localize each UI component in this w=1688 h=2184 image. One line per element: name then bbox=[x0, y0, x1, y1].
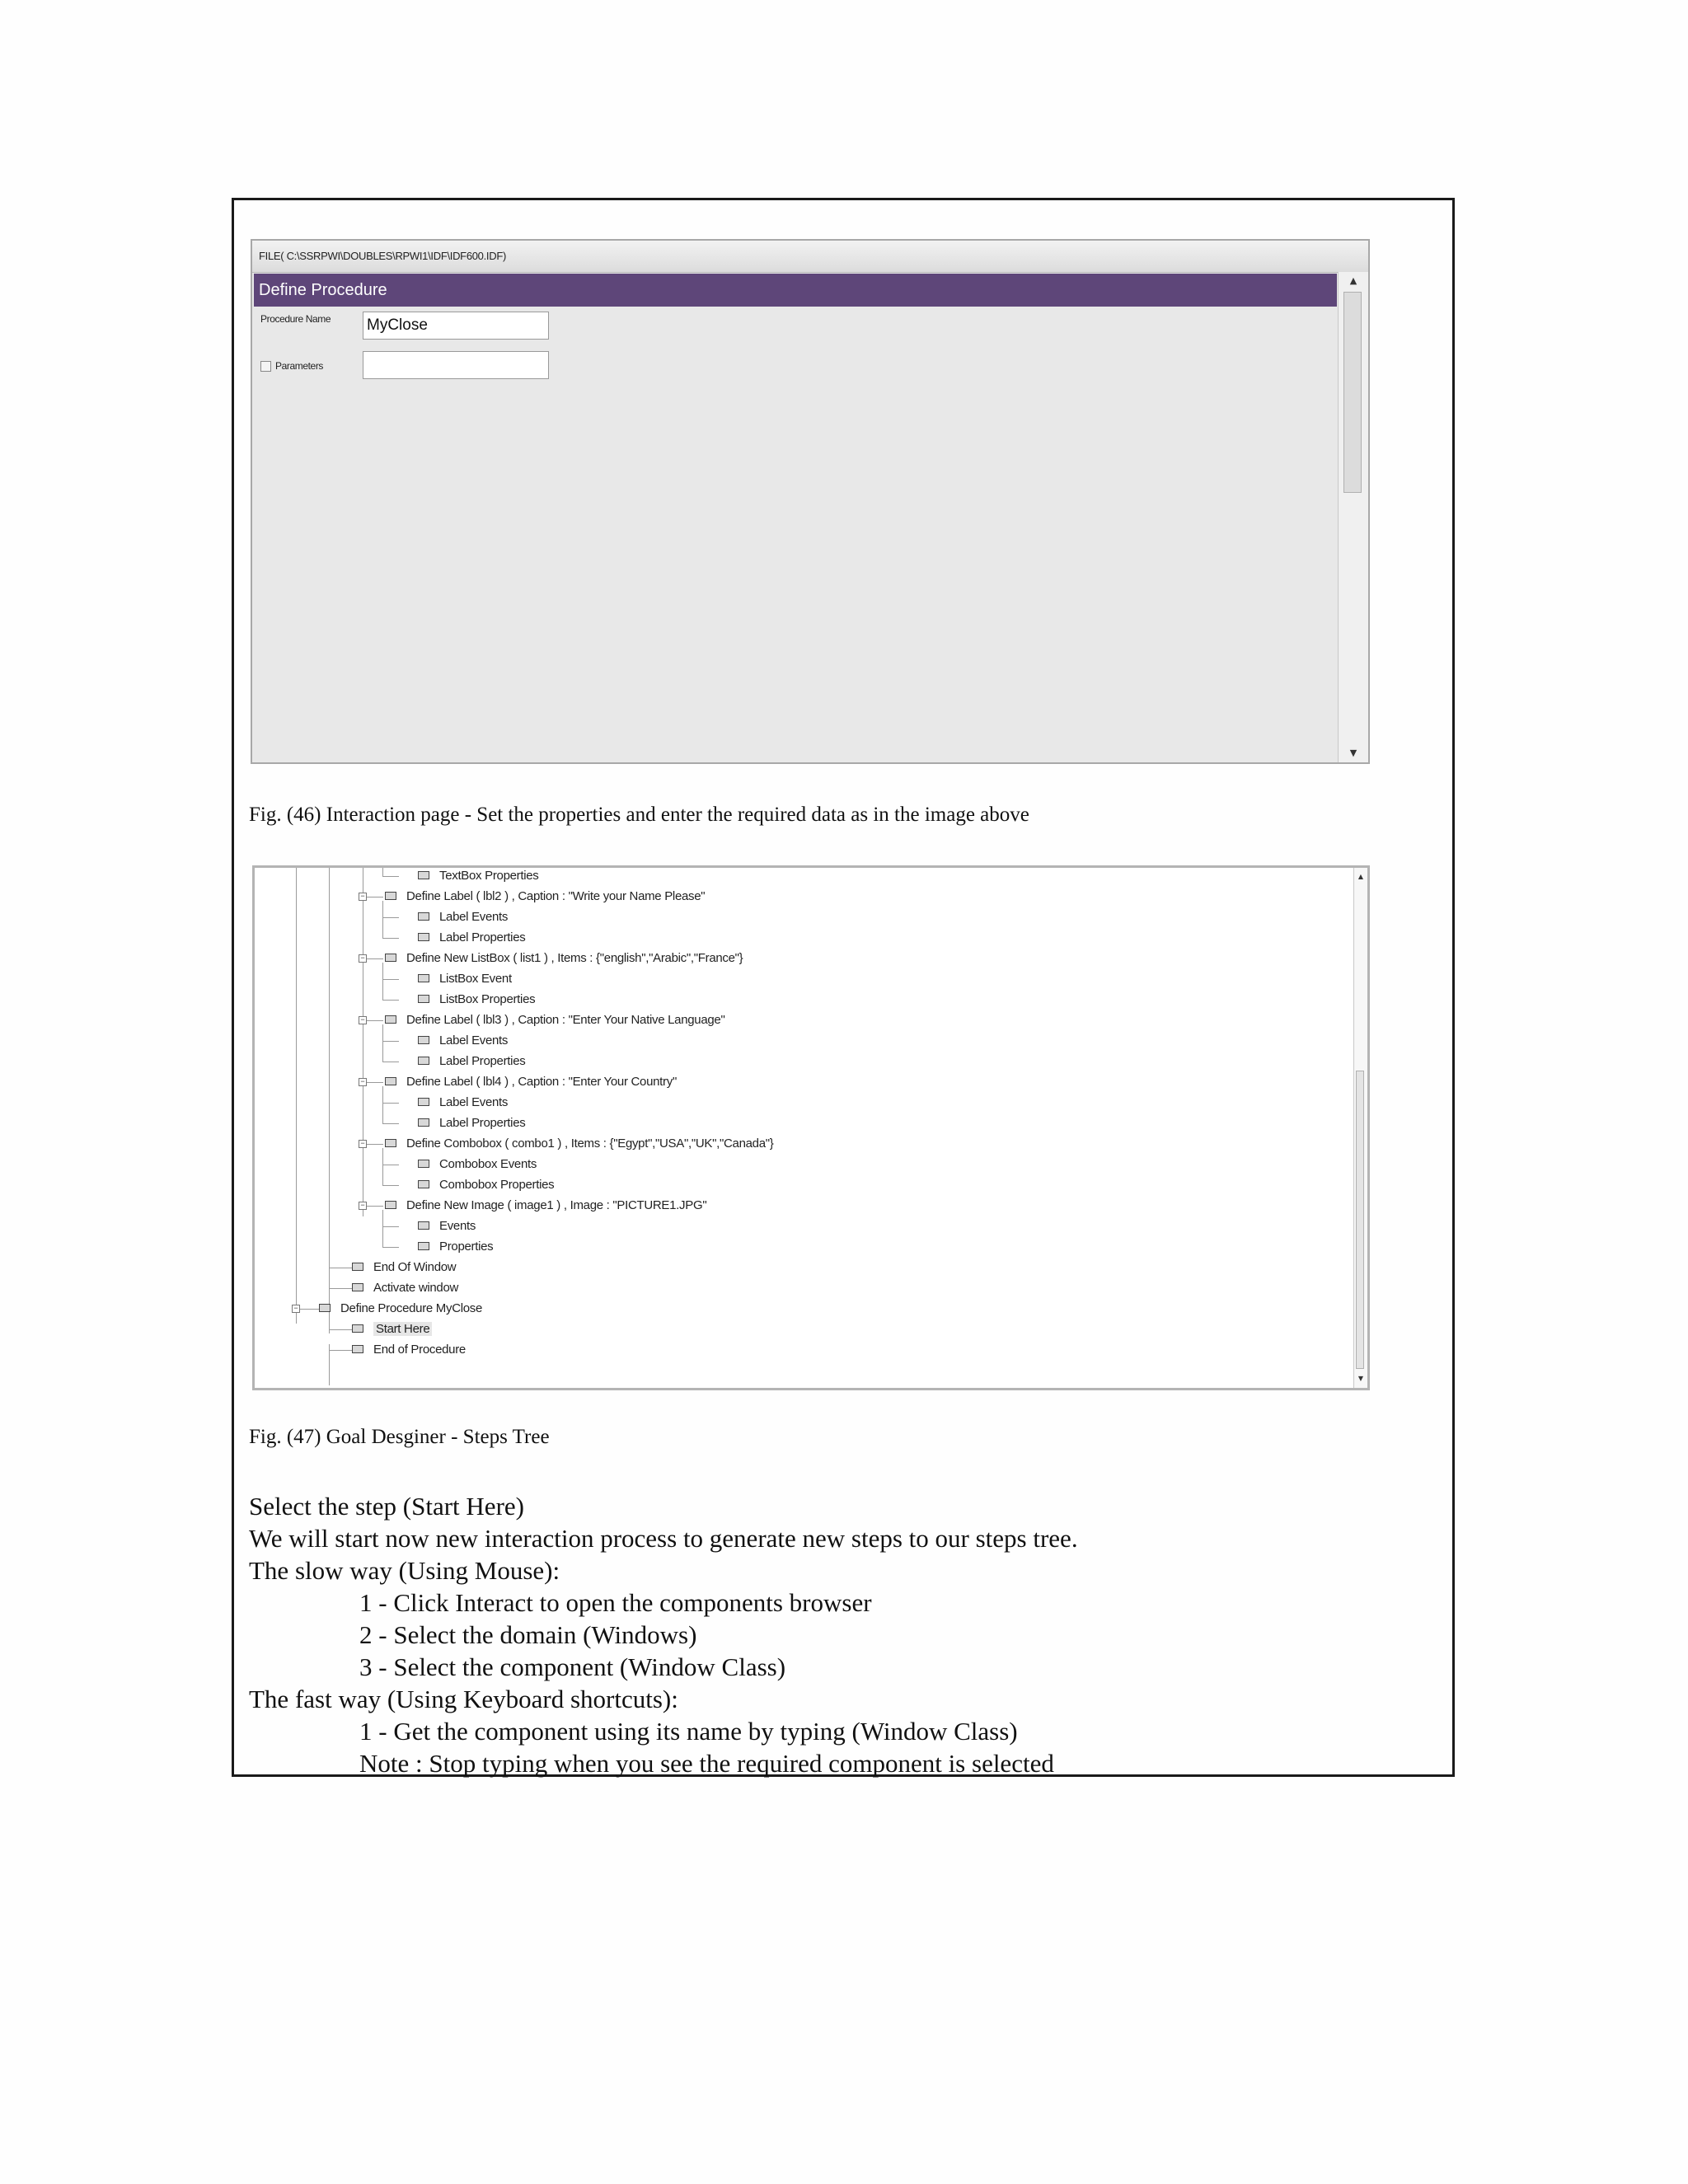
collapse-icon[interactable]: − bbox=[359, 954, 367, 963]
step-icon bbox=[418, 1057, 429, 1065]
scroll-thumb[interactable] bbox=[1356, 1071, 1364, 1369]
instruction-step: 3 - Select the component (Window Class) bbox=[359, 1652, 786, 1681]
scroll-down-icon[interactable]: ▼ bbox=[1357, 1375, 1364, 1382]
parameters-checkbox[interactable] bbox=[260, 361, 271, 372]
tree-node[interactable]: End of Procedure bbox=[352, 1342, 466, 1358]
step-icon bbox=[352, 1345, 363, 1353]
instruction-line: Select the step (Start Here) bbox=[249, 1492, 524, 1521]
step-icon bbox=[385, 1015, 396, 1024]
tree-line bbox=[382, 938, 399, 939]
step-icon bbox=[385, 1139, 396, 1147]
collapse-icon[interactable]: − bbox=[359, 1078, 367, 1086]
step-icon bbox=[385, 1077, 396, 1085]
step-icon bbox=[418, 995, 429, 1003]
step-icon bbox=[319, 1304, 331, 1312]
procedure-name-input[interactable]: MyClose bbox=[363, 312, 549, 340]
tree-line bbox=[329, 868, 330, 1333]
tree-node[interactable]: ListBox Properties bbox=[418, 991, 535, 1008]
tree-node[interactable]: ListBox Event bbox=[418, 971, 512, 987]
define-procedure-window bbox=[251, 239, 1370, 764]
parameters-label: Parameters bbox=[275, 360, 324, 372]
tree-line bbox=[382, 1210, 383, 1247]
step-icon bbox=[385, 1201, 396, 1209]
tree-node[interactable]: Properties bbox=[418, 1239, 493, 1255]
instruction-line: The slow way (Using Mouse): bbox=[249, 1556, 560, 1585]
step-icon bbox=[418, 933, 429, 941]
tree-line bbox=[382, 1041, 399, 1042]
step-icon bbox=[352, 1324, 363, 1333]
scroll-up-icon[interactable]: ▲ bbox=[1357, 873, 1364, 880]
step-icon bbox=[418, 1118, 429, 1127]
tree-node[interactable]: Activate window bbox=[352, 1280, 458, 1296]
step-icon bbox=[385, 954, 396, 962]
step-icon bbox=[418, 974, 429, 982]
collapse-icon[interactable]: − bbox=[359, 1140, 367, 1148]
tree-line bbox=[367, 1144, 383, 1145]
tree-line bbox=[382, 979, 399, 980]
tree-line bbox=[296, 868, 297, 1324]
step-icon bbox=[385, 892, 396, 900]
instruction-note: Note : Stop typing when you see the required component is selected bbox=[359, 1749, 1054, 1778]
file-path-bar: FILE( C:\SSRPWI\DOUBLES\RPWI1\IDF\IDF600.IDF) bbox=[252, 241, 1368, 273]
tree-node[interactable]: Combobox Properties bbox=[418, 1177, 554, 1193]
step-icon bbox=[418, 912, 429, 921]
step-icon bbox=[352, 1263, 363, 1271]
define-procedure-title: Define Procedure bbox=[254, 274, 1337, 307]
scroll-up-icon[interactable]: ▲ bbox=[1349, 275, 1357, 286]
tree-node[interactable]: Define Combobox ( combo1 ) , Items : {"Egypt","USA","UK","Canada"} bbox=[385, 1136, 774, 1152]
parameters-input[interactable] bbox=[363, 351, 549, 379]
tree-node[interactable]: Label Events bbox=[418, 909, 508, 926]
figure-46-caption: Fig. (46) Interaction page - Set the properties and enter the required data as in the image above bbox=[249, 804, 1029, 826]
tree-line bbox=[382, 868, 383, 876]
tree-node[interactable]: Combobox Events bbox=[418, 1156, 537, 1173]
tree-line bbox=[382, 963, 383, 1000]
step-icon bbox=[418, 1242, 429, 1250]
tree-node[interactable]: End Of Window bbox=[352, 1259, 456, 1276]
steps-tree bbox=[255, 868, 1334, 1388]
tree-node[interactable]: Define Label ( lbl3 ) , Caption : "Enter Your Native Language" bbox=[385, 1012, 724, 1029]
tree-line bbox=[382, 1000, 399, 1001]
tree-line bbox=[382, 1103, 399, 1104]
tree-line bbox=[367, 1020, 383, 1021]
step-icon bbox=[418, 871, 429, 879]
tree-line bbox=[382, 1148, 383, 1185]
tree-node[interactable]: Label Events bbox=[418, 1094, 508, 1111]
tree-line bbox=[382, 1024, 383, 1062]
step-icon bbox=[418, 1160, 429, 1168]
step-icon bbox=[352, 1283, 363, 1291]
tree-node[interactable]: Label Properties bbox=[418, 930, 525, 946]
tree-vertical-scrollbar[interactable] bbox=[1353, 868, 1367, 1388]
tree-node[interactable]: TextBox Properties bbox=[418, 868, 539, 884]
tree-node[interactable]: Events bbox=[418, 1218, 476, 1235]
tree-line bbox=[382, 876, 399, 877]
tree-line bbox=[367, 1206, 383, 1207]
instruction-line: The fast way (Using Keyboard shortcuts): bbox=[249, 1685, 678, 1713]
tree-line bbox=[382, 1247, 399, 1248]
tree-line bbox=[382, 1185, 399, 1186]
tree-node[interactable]: Label Properties bbox=[418, 1115, 525, 1132]
steps-tree-panel bbox=[252, 865, 1370, 1390]
instruction-step: 1 - Get the component using its name by typing (Window Class) bbox=[359, 1717, 1018, 1746]
tree-node[interactable]: Define New Image ( image1 ) , Image : "PICTURE1.JPG" bbox=[385, 1197, 706, 1214]
tree-line bbox=[367, 958, 383, 959]
step-icon bbox=[418, 1098, 429, 1106]
tree-node[interactable]: Label Properties bbox=[418, 1053, 525, 1070]
tree-node[interactable]: Define Label ( lbl4 ) , Caption : "Enter Your Country" bbox=[385, 1074, 677, 1090]
scroll-thumb[interactable] bbox=[1343, 292, 1362, 493]
instruction-step: 1 - Click Interact to open the components browser bbox=[359, 1588, 872, 1617]
tree-line bbox=[367, 897, 383, 898]
tree-node-start-here[interactable]: Start Here bbox=[352, 1321, 432, 1338]
collapse-icon[interactable]: − bbox=[292, 1305, 300, 1313]
tree-line bbox=[382, 1086, 383, 1123]
step-icon bbox=[418, 1036, 429, 1044]
tree-node[interactable]: Label Events bbox=[418, 1033, 508, 1049]
tree-node[interactable]: Define Procedure MyClose bbox=[319, 1301, 482, 1317]
tree-node[interactable]: Define New ListBox ( list1 ) , Items : {"english","Arabic","France"} bbox=[385, 950, 743, 967]
tree-line bbox=[382, 901, 383, 938]
step-icon bbox=[418, 1180, 429, 1188]
tree-node[interactable]: Define Label ( lbl2 ) , Caption : "Write your Name Please" bbox=[385, 888, 705, 905]
tree-line bbox=[382, 1123, 399, 1124]
tree-line bbox=[382, 917, 399, 918]
collapse-icon[interactable]: − bbox=[359, 1016, 367, 1024]
procedure-name-label: Procedure Name bbox=[260, 313, 331, 325]
instruction-step: 2 - Select the domain (Windows) bbox=[359, 1620, 697, 1649]
instruction-line: We will start now new interaction process to generate new steps to our steps tree. bbox=[249, 1524, 1078, 1553]
figure-47-caption: Fig. (47) Goal Desginer - Steps Tree bbox=[249, 1426, 550, 1448]
vertical-scrollbar[interactable] bbox=[1338, 272, 1368, 762]
collapse-icon[interactable]: − bbox=[359, 1202, 367, 1210]
collapse-icon[interactable]: − bbox=[359, 893, 367, 901]
step-icon bbox=[418, 1221, 429, 1230]
tree-line bbox=[382, 1226, 399, 1227]
tree-line bbox=[367, 1082, 383, 1083]
scroll-down-icon[interactable]: ▼ bbox=[1349, 748, 1357, 758]
